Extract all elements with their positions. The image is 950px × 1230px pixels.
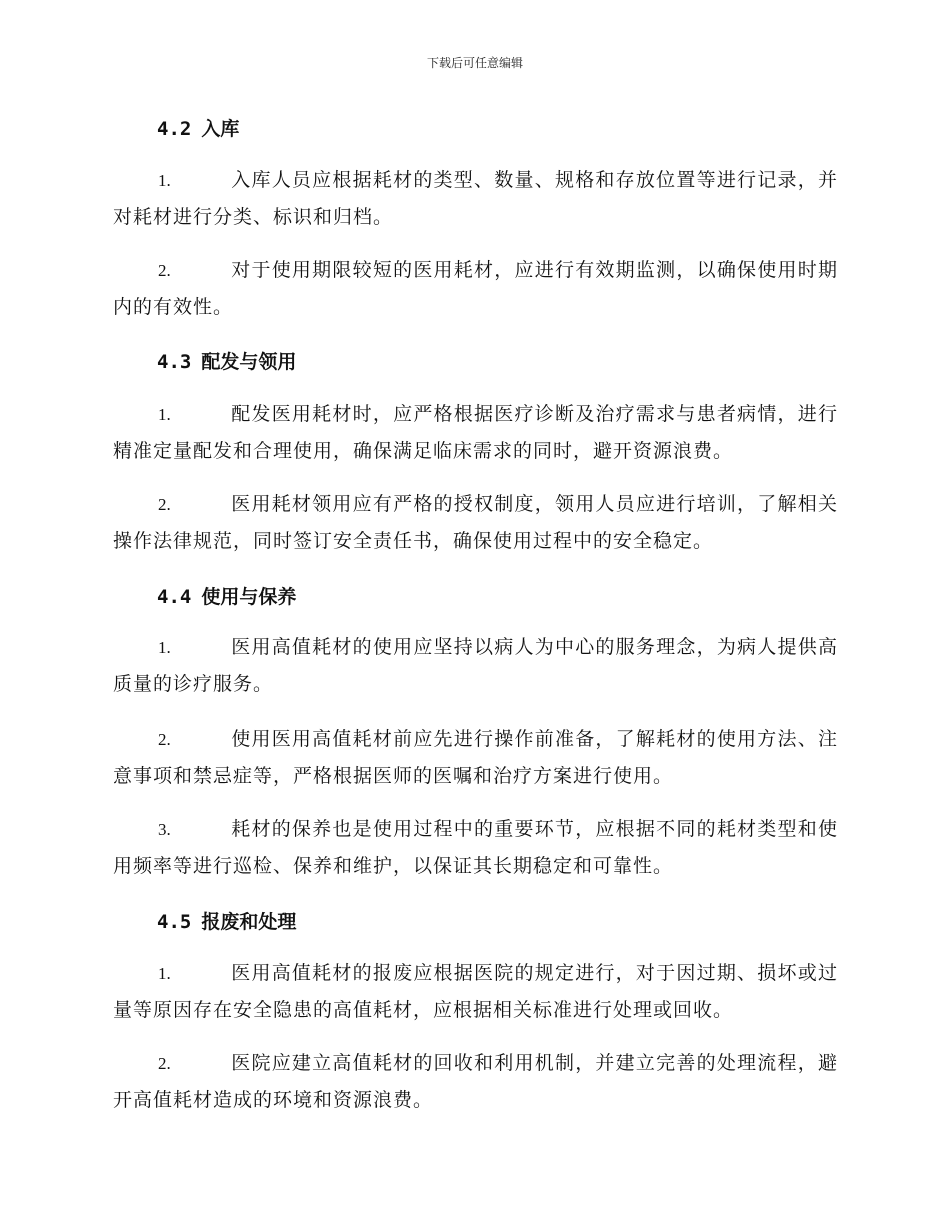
list-item (113, 162, 838, 235)
page-header: 下载后可任意编辑 (426, 56, 523, 70)
section-heading-4-3 (157, 347, 296, 374)
item-text: 医用耗材领用应有严格的授权制度，领用人员应进行培训，了解相关操作法律规范，同时签订安全责任书，确保使用过程中的安全稳定。 (113, 493, 838, 552)
item-text: 入库人员应根据耗材的类型、数量、规格和存放位置等进行记录，并对耗材进行分类、标识和归档。 (113, 169, 838, 228)
section-number: 4.3 (157, 351, 192, 373)
list-item (113, 629, 838, 702)
list-item (113, 955, 838, 1028)
list-item (113, 721, 838, 794)
item-text: 医用高值耗材的使用应坚持以病人为中心的服务理念，为病人提供高质量的诊疗服务。 (113, 636, 838, 695)
section-title: 使用与保养 (201, 586, 297, 608)
list-item (113, 1045, 838, 1118)
section-heading-4-2 (157, 114, 239, 141)
section-title: 报废和处理 (201, 911, 297, 933)
item-text: 医院应建立高值耗材的回收和利用机制，并建立完善的处理流程，避开高值耗材造成的环境和资源浪费。 (113, 1052, 838, 1111)
section-number: 4.4 (157, 586, 192, 608)
item-number: 1. (158, 171, 171, 190)
list-item (113, 396, 838, 469)
list-item (113, 811, 838, 884)
section-title: 配发与领用 (201, 351, 297, 373)
section-number: 4.5 (157, 911, 192, 933)
item-text: 配发医用耗材时，应严格根据医疗诊断及治疗需求与患者病情，进行精准定量配发和合理使用，确保满足临床需求的同时，避开资源浪费。 (113, 403, 838, 462)
item-number: 2. (158, 1054, 171, 1073)
section-heading-4-4 (157, 582, 296, 609)
section-title: 入库 (201, 118, 240, 140)
item-text: 对于使用期限较短的医用耗材，应进行有效期监测，以确保使用时期内的有效性。 (113, 259, 838, 318)
section-number: 4.2 (157, 118, 192, 140)
list-item (113, 486, 838, 559)
item-number: 2. (158, 730, 171, 749)
item-text: 医用高值耗材的报废应根据医院的规定进行，对于因过期、损坏或过量等原因存在安全隐患的高值耗材，应根据相关标准进行处理或回收。 (113, 962, 838, 1021)
item-text: 耗材的保养也是使用过程中的重要环节，应根据不同的耗材类型和使用频率等进行巡检、保养和维护，以保证其长期稳定和可靠性。 (113, 818, 838, 877)
item-number: 1. (158, 964, 171, 983)
item-number: 1. (158, 405, 171, 424)
item-number: 2. (158, 495, 171, 514)
item-number: 1. (158, 638, 171, 657)
item-number: 3. (158, 820, 171, 839)
item-number: 2. (158, 261, 171, 280)
item-text: 使用医用高值耗材前应先进行操作前准备，了解耗材的使用方法、注意事项和禁忌症等，严格根据医师的医嘱和治疗方案进行使用。 (113, 728, 838, 787)
list-item (113, 252, 838, 325)
section-heading-4-5 (157, 907, 296, 934)
